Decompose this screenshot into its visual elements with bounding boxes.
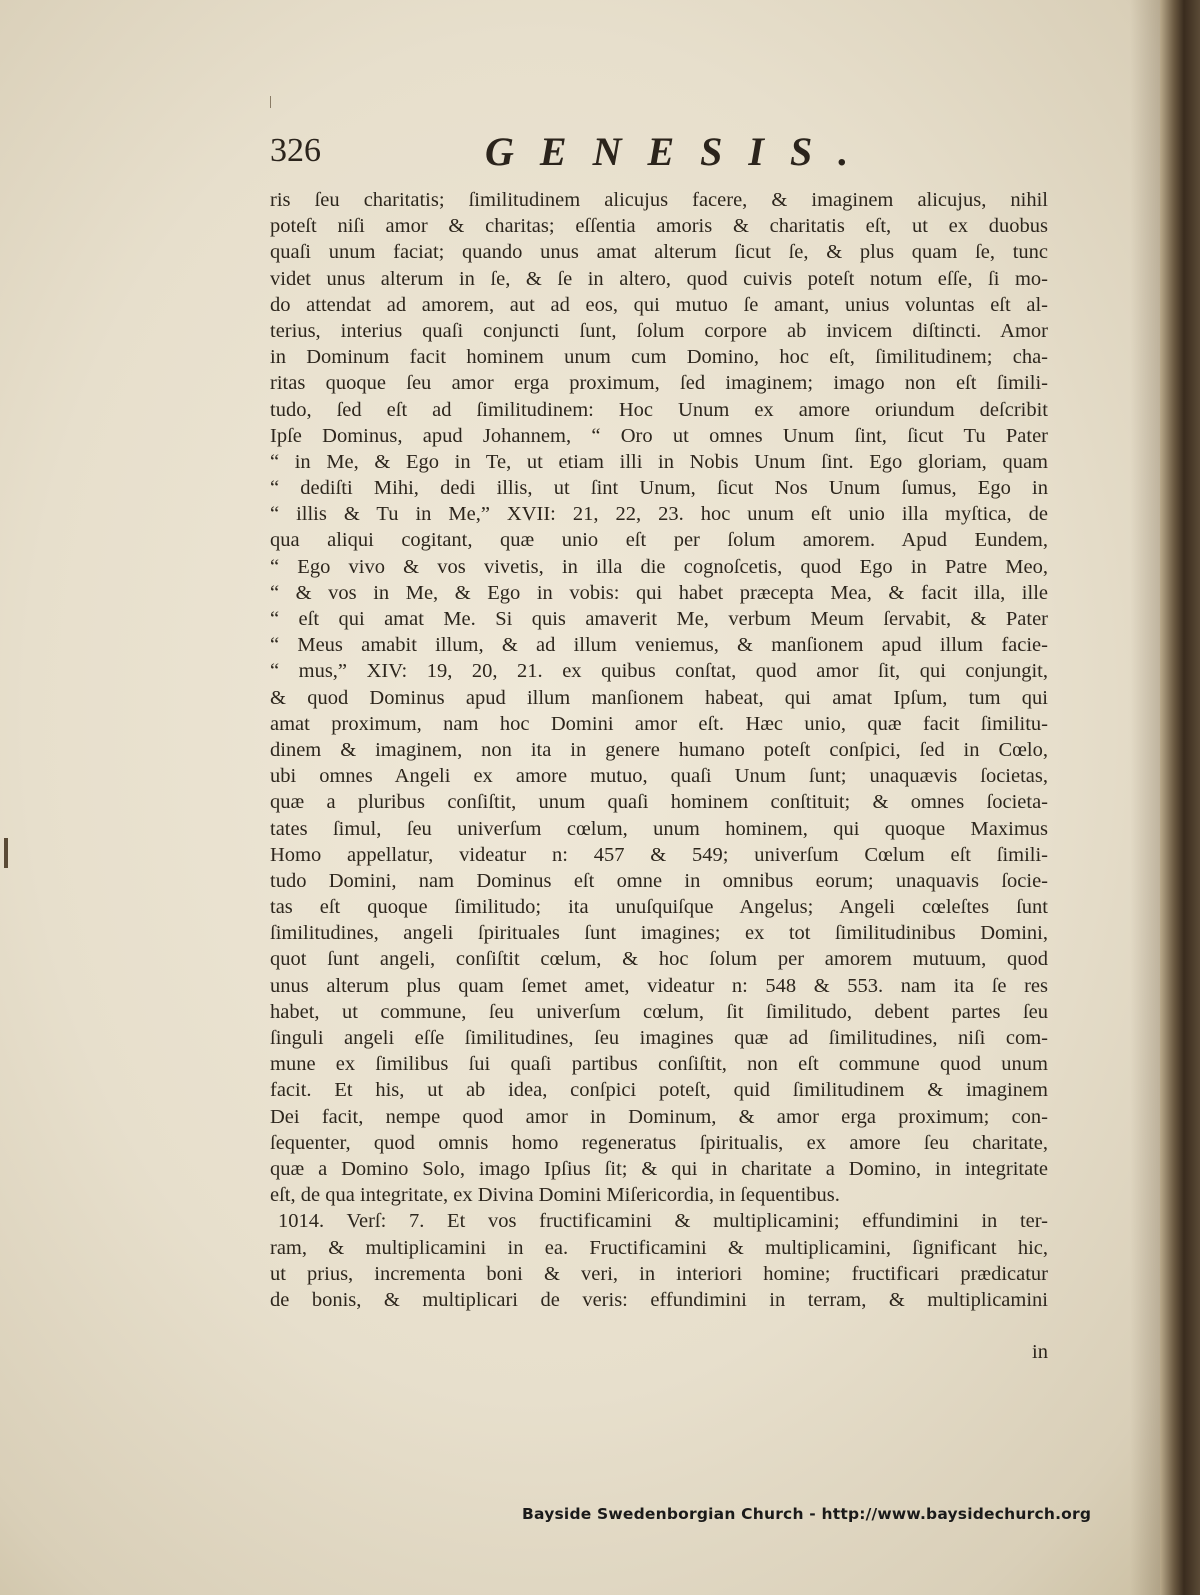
text-line: in Dominum facit hominem unum cum Domino, hoc eſt, ſimilitudinem; cha- <box>270 346 1048 369</box>
text-line <box>270 1313 1048 1339</box>
text-line: “ in Me, & Ego in Te, ut etiam illi in Nobis Unum ſint. Ego gloriam, quam <box>270 450 1048 473</box>
text-line: tudo, ſed eſt ad ſimilitudinem: Hoc Unum ex amore oriundum deſcribit <box>270 398 1048 421</box>
text-line: quot ſunt angeli, conſiſtit cœlum, & hoc ſolum per amorem mutuum, quod <box>270 948 1048 971</box>
text-line: “ & vos in Me, & Ego in vobis: qui habet præcepta Mea, & facit illa, ille <box>270 581 1048 604</box>
book-gutter <box>1160 0 1200 1595</box>
text-line: mune ex ſimilibus ſui quaſi partibus conſiſtit, non eſt commune quod unum <box>270 1053 1048 1076</box>
page-number: 326 <box>270 132 321 169</box>
text-line: & quod Dominus apud illum manſionem habeat, qui amat Ipſum, tum qui <box>270 686 1048 709</box>
text-line: ut prius, incrementa boni & veri, in interiori homine; fructificari prædicatur <box>270 1262 1048 1285</box>
text-line: ram, & multiplicamini in ea. Fructificamini & multiplicamini, ſignificant hic, <box>270 1236 1048 1259</box>
text-line: ſinguli angeli eſſe ſimilitudines, ſeu imagines quæ ad ſimilitudines, niſi com- <box>270 1027 1048 1049</box>
text-line: habet, ut commune, ſeu univerſum cœlum, ſit ſimilitudo, debent partes ſeu <box>270 1000 1048 1023</box>
text-line: do attendat ad amorem, aut ad eos, qui mutuo ſe amant, unius voluntas eſt al- <box>270 293 1048 316</box>
body-text <box>270 187 1048 1365</box>
catchword: in <box>1032 1341 1048 1364</box>
text-line: tudo Domini, nam Dominus eſt omne in omnibus eorum; unaquavis ſocie- <box>270 869 1048 892</box>
text-line: tas eſt quoque ſimilitudo; ita unuſquiſque Angelus; Angeli cœleſtes ſunt <box>270 896 1048 919</box>
text-line: “ eſt qui amat Me. Si quis amaverit Me, verbum Meum ſervabit, & Pater <box>270 608 1048 630</box>
margin-mark <box>270 96 271 108</box>
text-line: quaſi unum faciat; quando unus amat alterum ſicut ſe, & plus quam ſe, tunc <box>270 241 1048 264</box>
text-line: Dei facit, nempe quod amor in Dominum, & amor erga proximum; con- <box>270 1105 1048 1128</box>
text-line: ubi omnes Angeli ex amore mutuo, quaſi Unum ſunt; unaquævis ſocietas, <box>270 765 1048 788</box>
page-header <box>270 128 1070 178</box>
text-line: qua aliqui cogitant, quæ unio eſt per ſolum amorem. Apud Eundem, <box>270 529 1048 552</box>
text-line: “ illis & Tu in Me,” XVII: 21, 22, 23. hoc unum eſt unio illa myſtica, de <box>270 503 1048 526</box>
watermark: Bayside Swedenborgian Church - http://www.baysidechurch.org <box>522 1505 1092 1523</box>
text-line: “ dediſti Mihi, dedi illis, ut ſint Unum, ſicut Nos Unum ſumus, Ego in <box>270 477 1048 500</box>
text-line: videt unus alterum in ſe, & ſe in altero, quod cuivis poteſt notum eſſe, ſi mo- <box>270 267 1048 290</box>
text-line: terius, interius quaſi conjuncti ſunt, ſolum corpore ab invicem diſtincti. Amor <box>270 319 1048 342</box>
margin-mark <box>4 838 8 868</box>
text-line: “ Ego vivo & vos vivetis, in illa die cognoſcetis, quod Ego in Patre Meo, <box>270 555 1048 578</box>
text-line: eſt, de qua integritate, ex Divina Domini Miſericordia, in ſequentibus. <box>270 1184 840 1207</box>
text-line: quæ a Domino Solo, imago Ipſius ſit; & qui in charitate a Domino, in integritate <box>270 1157 1048 1180</box>
text-line: poteſt niſi amor & charitas; eſſentia amoris & charitatis eſt, ut ex duobus <box>270 215 1048 238</box>
text-line: Ipſe Dominus, apud Johannem, “ Oro ut omnes Unum ſint, ſicut Tu Pater <box>270 424 1048 447</box>
text-line: quæ a pluribus conſiſtit, unum quaſi hominem conſtituit; & omnes ſocieta- <box>270 791 1048 814</box>
text-line: 1014. Verſ: 7. Et vos fructificamini & multiplicamini; effundimini in ter- <box>278 1210 1048 1233</box>
text-line: “ Meus amabit illum, & ad illum veniemus, & manſionem apud illum facie- <box>270 634 1048 657</box>
text-line: ris ſeu charitatis; ſimilitudinem alicujus facere, & imaginem alicujus, nihil <box>270 189 1048 211</box>
text-line: dinem & imaginem, non ita in genere humano poteſt conſpici, ſed in Cœlo, <box>270 738 1048 761</box>
text-line: ſimilitudines, angeli ſpirituales ſunt imagines; ex tot ſimilitudinibus Domini, <box>270 922 1048 945</box>
text-line: tates ſimul, ſeu univerſum cœlum, unum hominem, qui quoque Maximus <box>270 817 1048 840</box>
gutter-shadow <box>1130 0 1160 1595</box>
text-line: unus alterum plus quam ſemet amet, videatur n: 548 & 553. nam ita ſe res <box>270 974 1048 997</box>
text-line: amat proximum, nam hoc Domini amor eſt. Hæc unio, quæ facit ſimilitu- <box>270 712 1048 735</box>
text-line: ſequenter, quod omnis homo regeneratus ſpiritualis, ex amore ſeu charitate, <box>270 1131 1048 1154</box>
text-line: facit. Et his, ut ab idea, conſpici poteſt, quid ſimilitudinem & imaginem <box>270 1079 1048 1102</box>
running-head: GENESIS. <box>485 129 875 174</box>
text-line: Homo appellatur, videatur n: 457 & 549; univerſum Cœlum eſt ſimili- <box>270 843 1048 866</box>
text-line: “ mus,” XIV: 19, 20, 21. ex quibus conſtat, quod amor ſit, qui conjungit, <box>270 660 1048 683</box>
text-line: ritas quoque ſeu amor erga proximum, ſed imaginem; imago non eſt ſimili- <box>270 372 1048 395</box>
text-line: de bonis, & multiplicari de veris: effundimini in terram, & multiplicamini <box>270 1288 1048 1311</box>
